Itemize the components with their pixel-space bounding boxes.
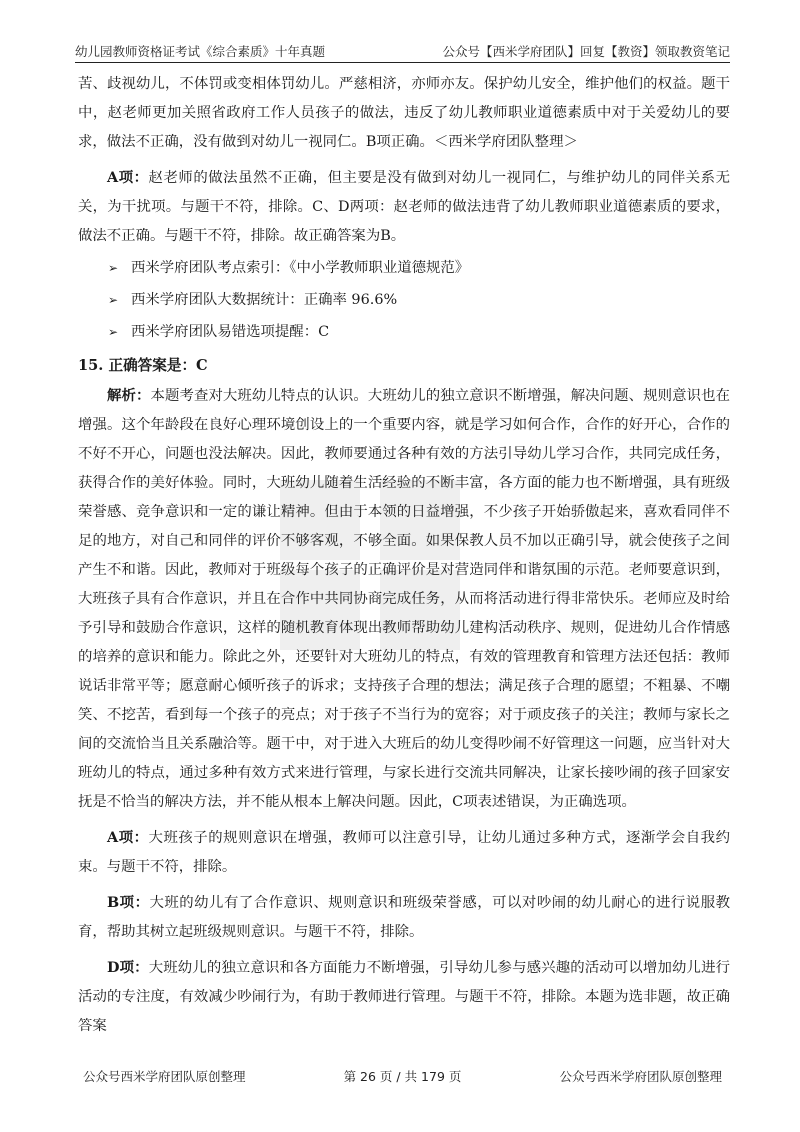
bullet-item bbox=[78, 253, 730, 283]
option-a-explanation bbox=[78, 163, 730, 251]
bullet-text: 西米学府团队易错选项提醒：C bbox=[131, 324, 330, 340]
option-text: 大班幼儿的独立意识和各方面能力不断增强，引导幼儿参与感兴趣的活动可以增加幼儿进行活动的专注度，有效减少吵闹行为，有助于教师进行管理。与题干不符，排除。本题为选非题，故正确答案 bbox=[78, 960, 730, 1034]
bullet-item bbox=[78, 317, 730, 347]
option-paragraph bbox=[78, 888, 730, 947]
option-label: A项： bbox=[107, 829, 149, 846]
page-number: 第 26 页 / 共 179 页 bbox=[343, 1069, 462, 1084]
option-label: B项： bbox=[107, 894, 150, 911]
page-header bbox=[75, 40, 730, 63]
option-a-text: 赵老师的做法虽然不正确，但主要是没有做到对幼儿一视同仁，与维护幼儿的同伴关系无关，为干扰项。与题干不符，排除。C、D两项：赵老师的做法违背了幼儿教师职业道德素质的要求，做法不正确。与题干不符，排除。故正确答案为B。 bbox=[78, 170, 730, 244]
page-footer bbox=[75, 1067, 730, 1087]
analysis-paragraph bbox=[78, 381, 730, 817]
arrow-bullet-icon: ➢ bbox=[108, 293, 119, 307]
analysis-label: 解析： bbox=[107, 387, 151, 404]
header-title: 幼儿园教师资格证考试《综合素质》十年真题 bbox=[75, 44, 326, 59]
option-text: 大班的幼儿有了合作意识、规则意识和班级荣誉感，可以对吵闹的幼儿耐心的进行说服教育，帮助其树立起班级规则意识。与题干不符，排除。 bbox=[78, 895, 730, 940]
explanation-paragraph: 苦、歧视幼儿，不体罚或变相体罚幼儿。严慈相济，亦师亦友。保护幼儿安全，维护他们的权益。题干中，赵老师更加关照省政府工作人员孩子的做法，违反了幼儿教师职业道德素质中对于关爱幼儿的要求，做法不正确，没有做到对幼儿一视同仁。B项正确。＜西米学府团队整理＞ bbox=[78, 76, 730, 150]
header-promo: 公众号【西米学府团队】回复【教资】领取教资笔记 bbox=[442, 44, 730, 59]
option-label: D项： bbox=[107, 959, 149, 976]
option-paragraph bbox=[78, 823, 730, 882]
analysis-text: 本题考查对大班幼儿特点的认识。大班幼儿的独立意识不断增强，解决问题、规则意识也在增强。这个年龄段在良好心理环境创设上的一个重要内容，就是学习如何合作，合作的好开心，合作的不好不开心，问题也没法解决。因此，教师要通过各种有效的方法引导幼儿学习合作，共同完成任务，获得合作的美好体验。同时，大班幼儿随着生活经验的不断丰富，各方面的能力也不断增强，具有班级荣誉感、竞争意识和一定的谦让精神。但由于本领的日益增强，不少孩子开始骄傲起来，喜欢看同伴不足的地方，对自己和同伴的评价不够客观，不够全面。如果保教人员不加以正确引导，就会使孩子之间产生不和谐。因此，教师对于班级每个孩子的正确评价是对营造同伴和谐氛围的示范。老师要意识到，大班孩子具有合作意识，并且在合作中共同协商完成任务，从而将活动进行得非常快乐。老师应及时给予引导和鼓励合作意识，这样的随机教育体现出教师帮助幼儿建构活动秩序、规则，促进幼儿合作情感的培养的意识和能力。除此之外，还要针对大班幼儿的特点，有效的管理教育和管理方法还包括：教师说话非常平等；愿意耐心倾听孩子的诉求；支持孩子合理的想法；满足孩子合理的愿望；不粗暴、不嘲笑、不挖苦，看到每一个孩子的亮点；对于孩子不当行为的宽容；对于顽皮孩子的关注；教师与家长之间的交流恰当且关系融洽等。题干中，对于进入大班后的幼儿变得吵闹不好管理这一问题，应当针对大班幼儿的特点，通过多种有效方式来进行管理，与家长进行交流共同解决，让家长接吵闹的孩子回家安抚是不恰当的解决方法，并不能从根本上解决问题。因此，C项表述错误，为正确选项。 bbox=[78, 388, 730, 810]
question-heading: 15. 正确答案是：C bbox=[78, 357, 208, 374]
bullet-text: 西米学府团队大数据统计：正确率 96.6% bbox=[131, 292, 398, 308]
bullet-text: 西米学府团队考点索引：《中小学教师职业道德规范》 bbox=[131, 260, 470, 276]
page-content bbox=[78, 70, 730, 1041]
footer-right: 公众号西米学府团队原创整理 bbox=[559, 1069, 722, 1084]
option-a-label: A项： bbox=[107, 169, 149, 186]
arrow-bullet-icon: ➢ bbox=[108, 325, 119, 339]
option-paragraph bbox=[78, 953, 730, 1041]
bullet-item bbox=[78, 285, 730, 315]
arrow-bullet-icon: ➢ bbox=[108, 261, 119, 275]
footer-left: 公众号西米学府团队原创整理 bbox=[83, 1069, 246, 1084]
option-text: 大班孩子的规则意识在增强，教师可以注意引导，让幼儿通过多种方式，逐渐学会自我约束。与题干不符，排除。 bbox=[78, 830, 730, 875]
